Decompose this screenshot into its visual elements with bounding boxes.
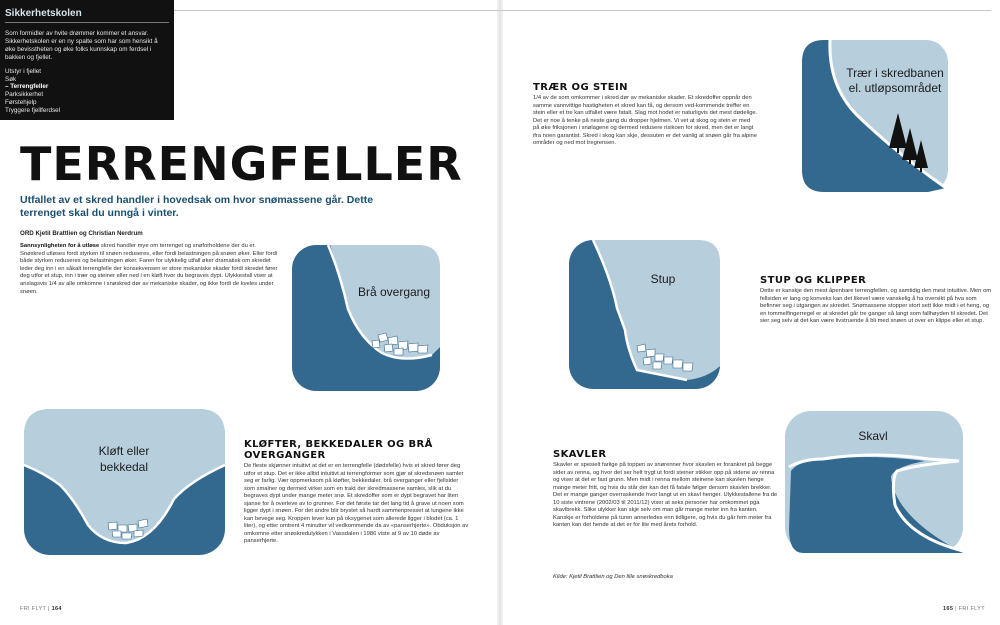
intro-body: skred handler mye om terrenget og snøforholdene der du er. Snøskred utløses fordi styrken til snøen reduseres, eller fordi belastningen på snøen øker. Eller fordi både styrken reduseres og belastningen øker. Faren for ulykkelig utfall øker dramatisk om skredet leder deg inn i en såkalt terrengfelle der konsekvensen er store mekaniske skader fordi skredet fører deg utfor et stup, inn i trær og steiner eller ned i en kløft hvor du begraves dypt. Ulykkestall viser at anslagsvis 1/4 av alle omkomne i snøskred dør av mekaniske skader, og ikke fordi de kveles under snøen. [20, 243, 278, 295]
section-body: 1/4 av de som omkommer i skred dør av mekaniske skader. Et skredoffer oppnår den samme vannvittige hastigheten et skred kan få, og dersom ved-kommende treffer en stein eller et tre kan utfallet være fatalt. Slag mot hodet er naturligvis det mest dødelige. Det er noe å tenke på neste gang du dropper hjelmen. Vi vet at skog og stein er med på øke friksjonen i snølagene og dermed redusere risikoen for skred, men det er langt ifra noen garantist. Skred i skog kan skje, dessuten er det vanlig at snøen går fra alpine områder og ned mot tregrensen. [533, 95, 758, 146]
section-heading: STUP OG KLIPPER [760, 275, 867, 286]
article-intro [20, 243, 278, 296]
article-headline: TERRENGFELLER [20, 137, 463, 191]
section-heading: TRÆR OG STEIN [533, 82, 628, 93]
illustration-traer [800, 38, 950, 194]
series-sidebar [0, 0, 174, 120]
section-heading: KLØFTER, BEKKEDALER OG BRÅ OVERGANGER [244, 439, 433, 461]
folio-magazine: FRI FLYT [958, 606, 985, 612]
illustration-label: Trær i skredbanen el. utløpsområdet [846, 66, 944, 95]
illustration-label: Skavl [858, 429, 888, 443]
section-kloft [244, 439, 470, 546]
intro-lead-in: Sannsynligheten for å utløse [20, 243, 100, 249]
section-traer [533, 82, 758, 148]
header-rule [174, 10, 991, 11]
source-caption: Kilde: Kjetil Brattlien og Den lille snøskredboka [553, 574, 673, 580]
page-gutter [497, 0, 503, 625]
folio-magazine: FRI FLYT [20, 606, 47, 612]
section-body: De fleste skjønner intuitivt at det er en terrengfelle (dødsfelle) hvis et skred fører deg utfor et stup. Det er ikke alltid intuitivt at terrengformer som gjør at skredsnøen samler seg er farlig. Vær oppmerksom på kløfter, bekkedaler, brå overganger eller fjellsider som smalner og dermed virker som en trakt der skredmassene samles, slik at du begraves dypt under mange meter snø. Et skredoffer som er dypt begravet har liten sjanse for å overleve av to grunner. For det første tar det lang tid å grave ut noen som ligger dypt i snøen. For det andre blir brystet så hardt sammenpresset at lungene ikke kan bevege seg. Kroppen lever kun på oksygenet som allerede ligger i blodet (ca. 1 liter), og etter omtrent 4 minutter vil vedkommende da av «panserhjerte». Obduksjon av omkomne etter snøskredulykken i Vassdalen i 1986 viste at 9 av 10 døde av panserhjerte. [244, 463, 469, 544]
topic-item-current: – Terrengfeller [5, 83, 49, 91]
illustration-label: Kløft eller bekkedal [98, 444, 150, 474]
folio-left: FRI FLYT | 164 [20, 606, 62, 612]
section-heading: SKAVLER [553, 449, 607, 460]
illustration-label: Brå overgang [357, 285, 431, 299]
article-byline: ORD Kjetil Brattlien og Christian Nerdrum [20, 230, 143, 237]
section-skavler [553, 449, 778, 530]
series-intro: Som formidler av hvite drømmer kommer et ansvar. Sikkerhetskolen er en ny spalte som har som hensikt å øke bevisstheten og øke folks kunnskap om ferdsel i bakken og fjellet. [5, 30, 158, 61]
illustration-skavl [783, 409, 965, 555]
article-lead: Utfallet av et skred handler i hovedsak om hvor snømassene går. Dette terrenget skal du unngå i vinter. [20, 194, 374, 219]
series-topic-list [5, 68, 60, 114]
topic-item: Utstyr i fjellet [5, 68, 42, 75]
series-title: Sikkerhetskolen [5, 8, 82, 19]
folio-page-number: 164 [51, 606, 62, 612]
sidebar-divider [5, 22, 169, 23]
illustration-kloft [22, 407, 227, 557]
illustration-bra-overgang [290, 243, 442, 393]
topic-item: Tryggere fjellferdsel [5, 106, 61, 114]
topic-item: Førstehjelp [5, 98, 37, 106]
section-stup [760, 275, 992, 326]
folio-right: 165 | FRI FLYT [943, 606, 985, 612]
illustration-label: Stup [650, 272, 676, 286]
topic-item: Parksikkerhet [5, 91, 44, 99]
section-body: Skavler er spesielt farlige på toppen av snørenner hvor skavlen er forankret på begge sider av renna, og hvor det ser helt trygt ut fordi steiner stikker opp på sidene av renna og viser at det er fast grunn. Men midt i renna mellom steinene kan skavlen henge mange meter fritt, og hvis du står der kan det få fatale følger dersom skavlen brekker. Det er mange ganger overraskende hvor langt ut en skavl henger. Ulykkestallene fra de 10 siste vintrene (2002/03 til 2011/12) viser at seks personer har omkommet pga skavlbrekk. Slike ulykker kan skje selv om man går mange meter inn fra kanten. Kanskje er forholdene på turen annerledes enn tidligere, og hvis du går fem meter fra kanten kan det hende at det er for lite med årets forhold. [553, 462, 778, 528]
illustration-stup [567, 238, 722, 391]
section-body: Dette er kanskje den mest åpenbare terrengfellen, og samtidig den mest intuitive. Men om fellsiden er lang og konveks kan det likevel være vanskelig å ha oversikt på hva som befinner seg i utgangen av skredet. Snømassene stopper stort sett ikke midt i et heng, og en tommelfingerregel er at skredet går tre ganger så langt som fallhøyden til skredet. Det sier seg selv at det kan være livstruende å bli med snøen ut over en klippe eller et stup. [760, 288, 992, 324]
folio-page-number: 165 [943, 606, 954, 612]
topic-item: Søk [5, 75, 17, 83]
